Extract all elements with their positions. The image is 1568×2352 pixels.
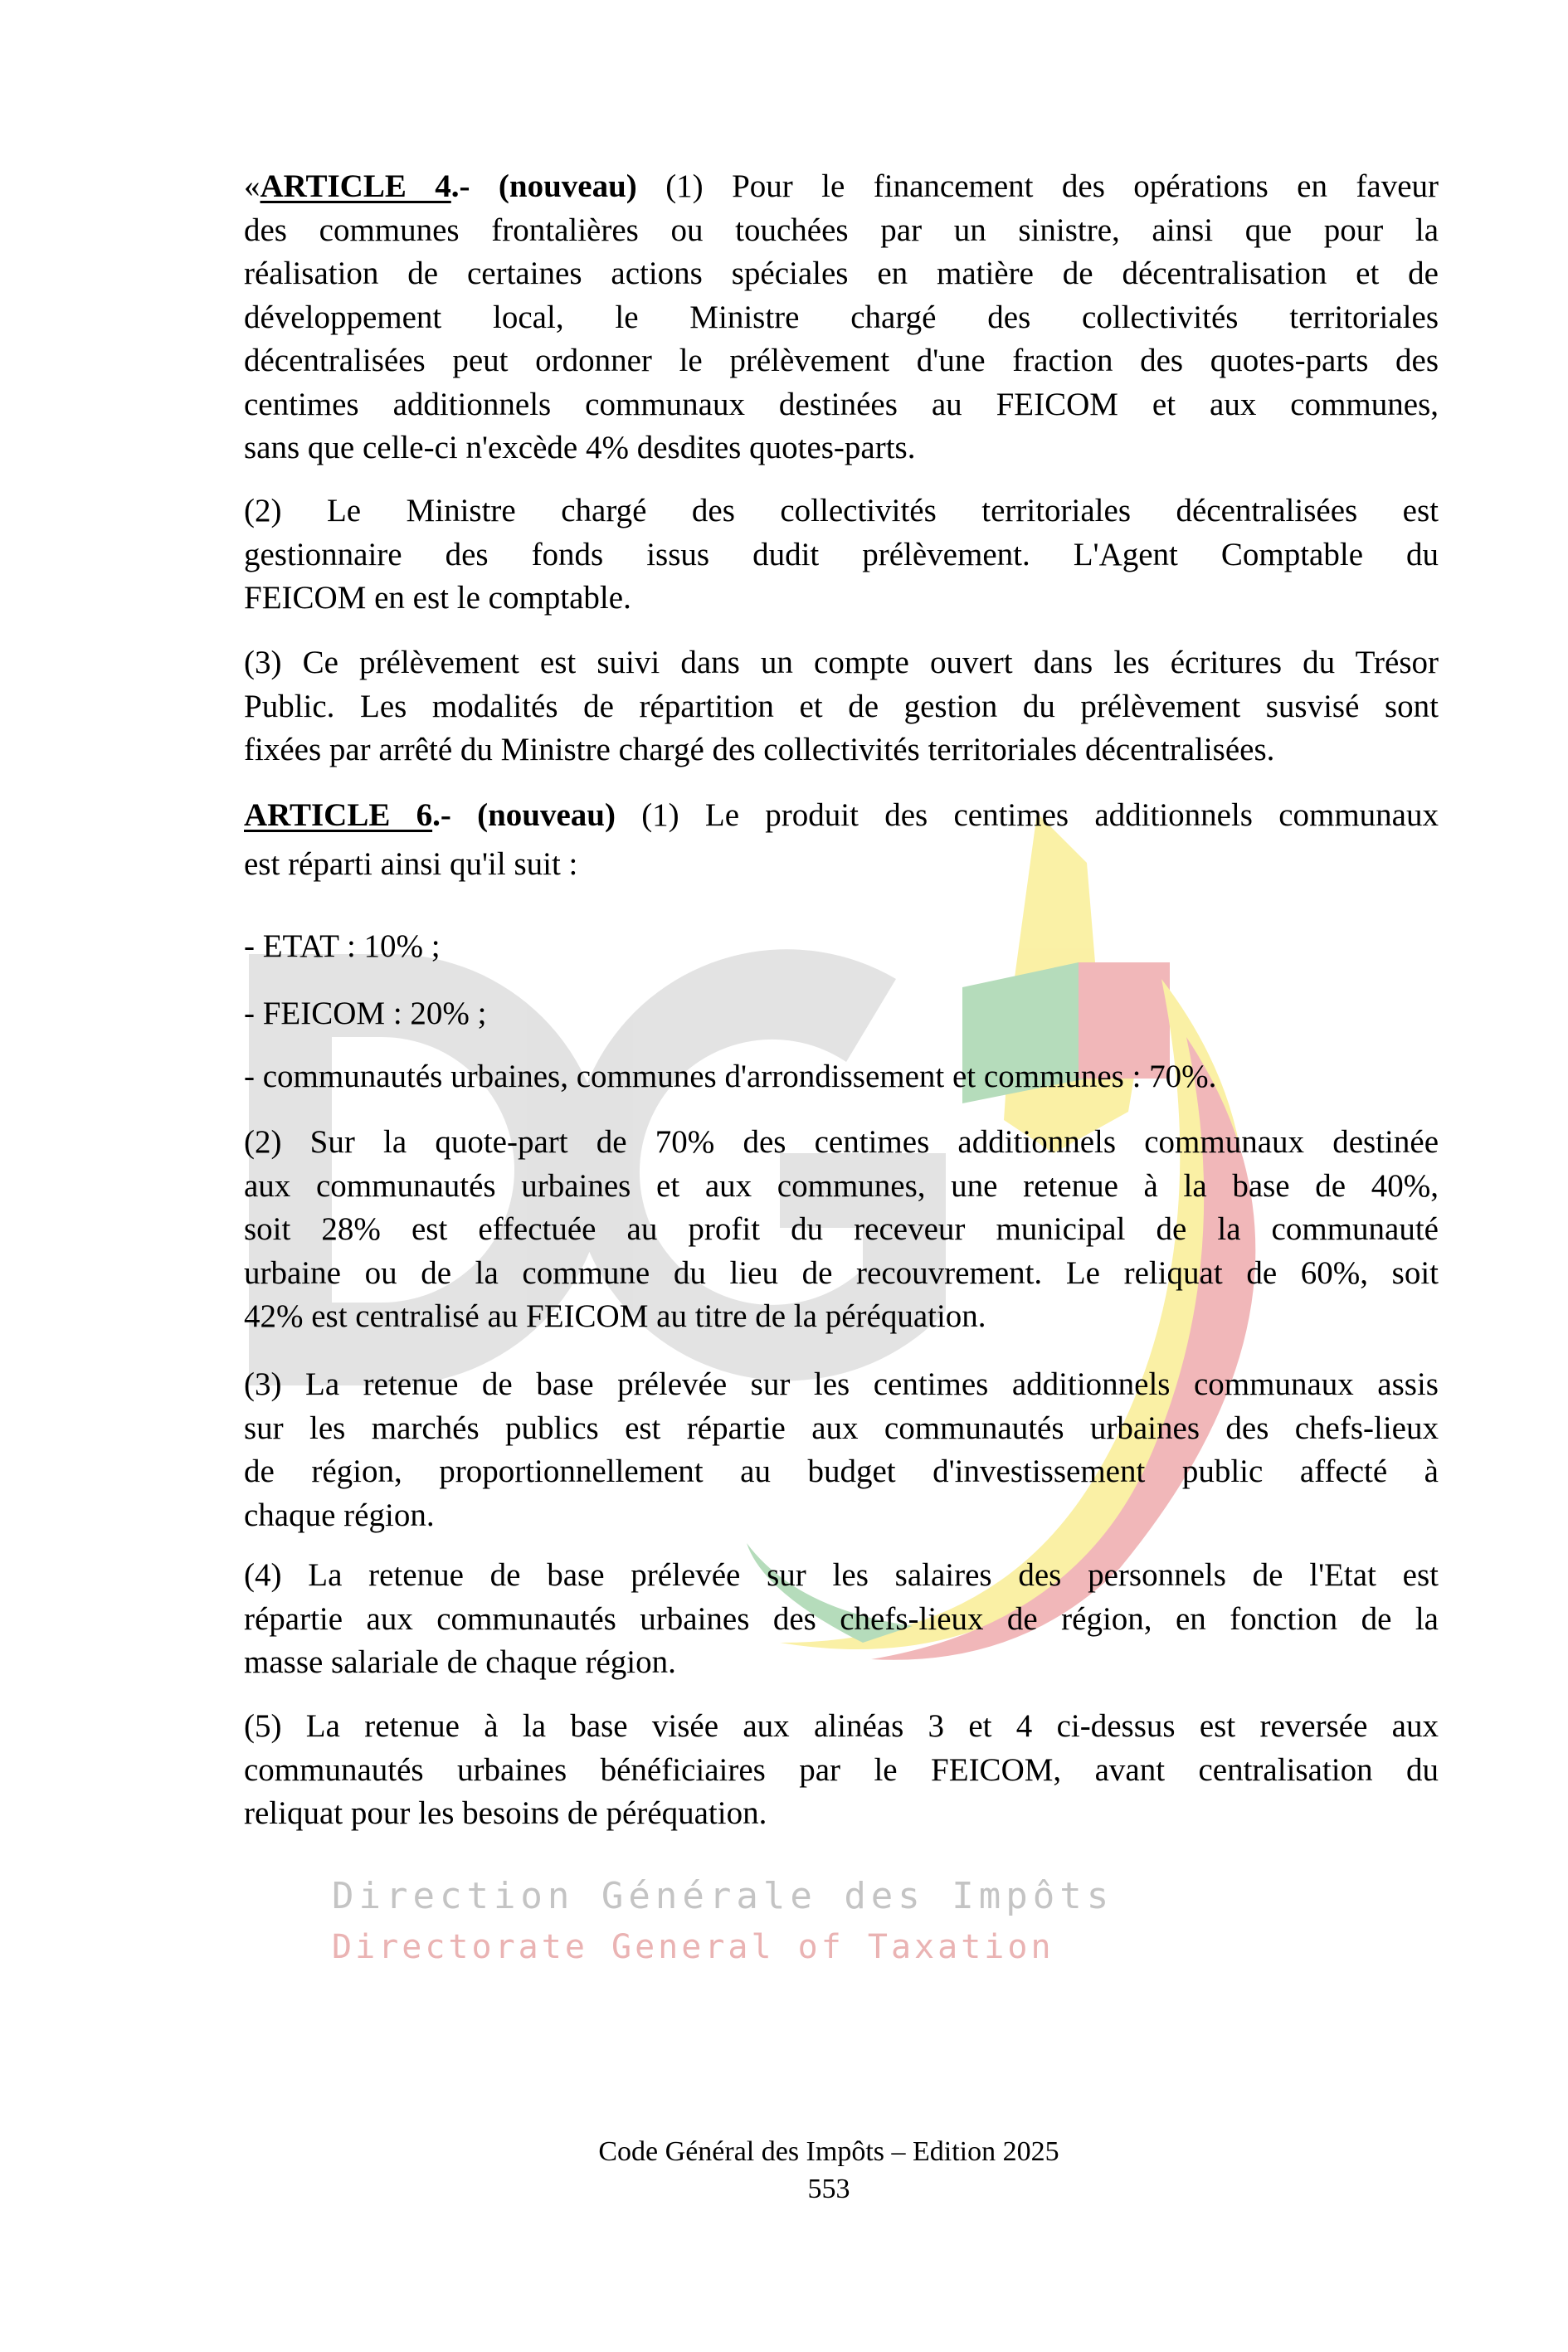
text-line: décentralisées peut ordonner le prélèvement d'une fraction des quotes-parts des [244,343,1439,378]
open-quote: « [244,168,261,204]
article-4-heading-line [244,165,1439,209]
article-6-title: ARTICLE 6 [244,797,433,833]
article-4-paragraph-1-body [244,209,1439,470]
article-6-second-line: est réparti ainsi qu'il suit : [244,845,578,882]
text-line: sans que celle-ci n'excède 4% desdites quotes-parts. [244,430,916,465]
text-line: fixées par arrêté du Ministre chargé des collectivités territoriales décentralisées. [244,732,1275,767]
text-line: 42% est centralisé au FEICOM au titre de la péréquation. [244,1298,986,1334]
text-line: (2) Le Ministre chargé des collectivités territoriales décentralisées est [244,493,1439,528]
text-line: développement local, le Ministre chargé des collectivités territoriales [244,299,1439,335]
article-4-suffix: .- (nouveau) [450,168,637,204]
text-line: (5) La retenue à la base visée aux alinéas 3 et 4 ci-dessus est reversée aux [244,1708,1439,1744]
text-line: (4) La retenue de base prélevée sur les salaires des personnels de l'Etat est [244,1557,1439,1593]
text-line: reliquat pour les besoins de péréquation. [244,1795,767,1831]
text-line: des communes frontalières ou touchées par un sinistre, ainsi que pour la [244,212,1439,248]
article-6-paragraph-3 [244,1363,1439,1537]
list-item [244,925,1439,969]
text-line: FEICOM en est le comptable. [244,580,631,616]
text-line: de région, proportionnellement au budget d'investissement public affecté à [244,1454,1439,1489]
footer-title: Code Général des Impôts – Edition 2025 [598,2136,1059,2167]
text-line: (3) La retenue de base prélevée sur les centimes additionnels communaux assis [244,1366,1439,1402]
list-item-communes: - communautés urbaines, communes d'arrondissement et communes : 70%. [244,1059,1217,1094]
text-line: répartie aux communautés urbaines des chefs-lieux de région, en fonction de la [244,1600,1439,1637]
list-item [244,1055,1439,1099]
text-line: urbaine ou de la commune du lieu de recouvrement. Le reliquat de 60%, soit [244,1254,1439,1291]
text-line: sur les marchés publics est répartie aux communautés urbaines des chefs-lieux [244,1410,1439,1446]
article-6-paragraph-2 [244,1121,1439,1339]
list-item-etat: - ETAT : 10% ; [244,928,441,964]
text-line: centimes additionnels communaux destinées au FEICOM et aux communes, [244,386,1439,422]
text-line: gestionnaire des fonds issus dudit prélèvement. L'Agent Comptable du [244,536,1439,572]
article-6-heading-line [244,794,1439,838]
article-4-paragraph-1 [244,165,1439,470]
text-line: aux communautés urbaines et aux communes, une retenue à la base de 40%, [244,1167,1439,1204]
text-line: réalisation de certaines actions spéciales en matière de décentralisation et de [244,256,1439,291]
article-6-first-line: (1) Le produit des centimes additionnels communaux [615,797,1439,833]
list-item-feicom: - FEICOM : 20% ; [244,996,487,1031]
article-6-paragraph-4 [244,1554,1439,1685]
list-item [244,992,1439,1036]
text-line: soit 28% est effectuée au profit du receveur municipal de la communauté [244,1211,1439,1247]
article-6-heading [244,794,1439,886]
article-4-first-line: (1) Pour le financement des opérations en faveur [636,168,1439,204]
text-line: masse salariale de chaque région. [244,1644,676,1680]
text-line: chaque région. [244,1497,435,1533]
page-number: 553 [807,2174,850,2204]
watermark-line2: Directorate General of Taxation [332,1928,1054,1966]
article-4-paragraph-3 [244,641,1439,772]
article-6-suffix: .- (nouveau) [432,797,616,833]
text-line: Public. Les modalités de répartition et de gestion du prélèvement susvisé sont [244,688,1439,724]
text-line: communautés urbaines bénéficiaires par le FEICOM, avant centralisation du [244,1751,1439,1788]
article-4-paragraph-2 [244,489,1439,621]
text-line: (3) Ce prélèvement est suivi dans un compte ouvert dans les écritures du Trésor [244,645,1439,680]
article-4-title: ARTICLE 4 [260,168,451,204]
text-line: (2) Sur la quote-part de 70% des centimes additionnels communaux destinée [244,1124,1439,1160]
article-6-paragraph-5 [244,1705,1439,1836]
watermark-line1: Direction Générale des Impôts [332,1875,1114,1917]
